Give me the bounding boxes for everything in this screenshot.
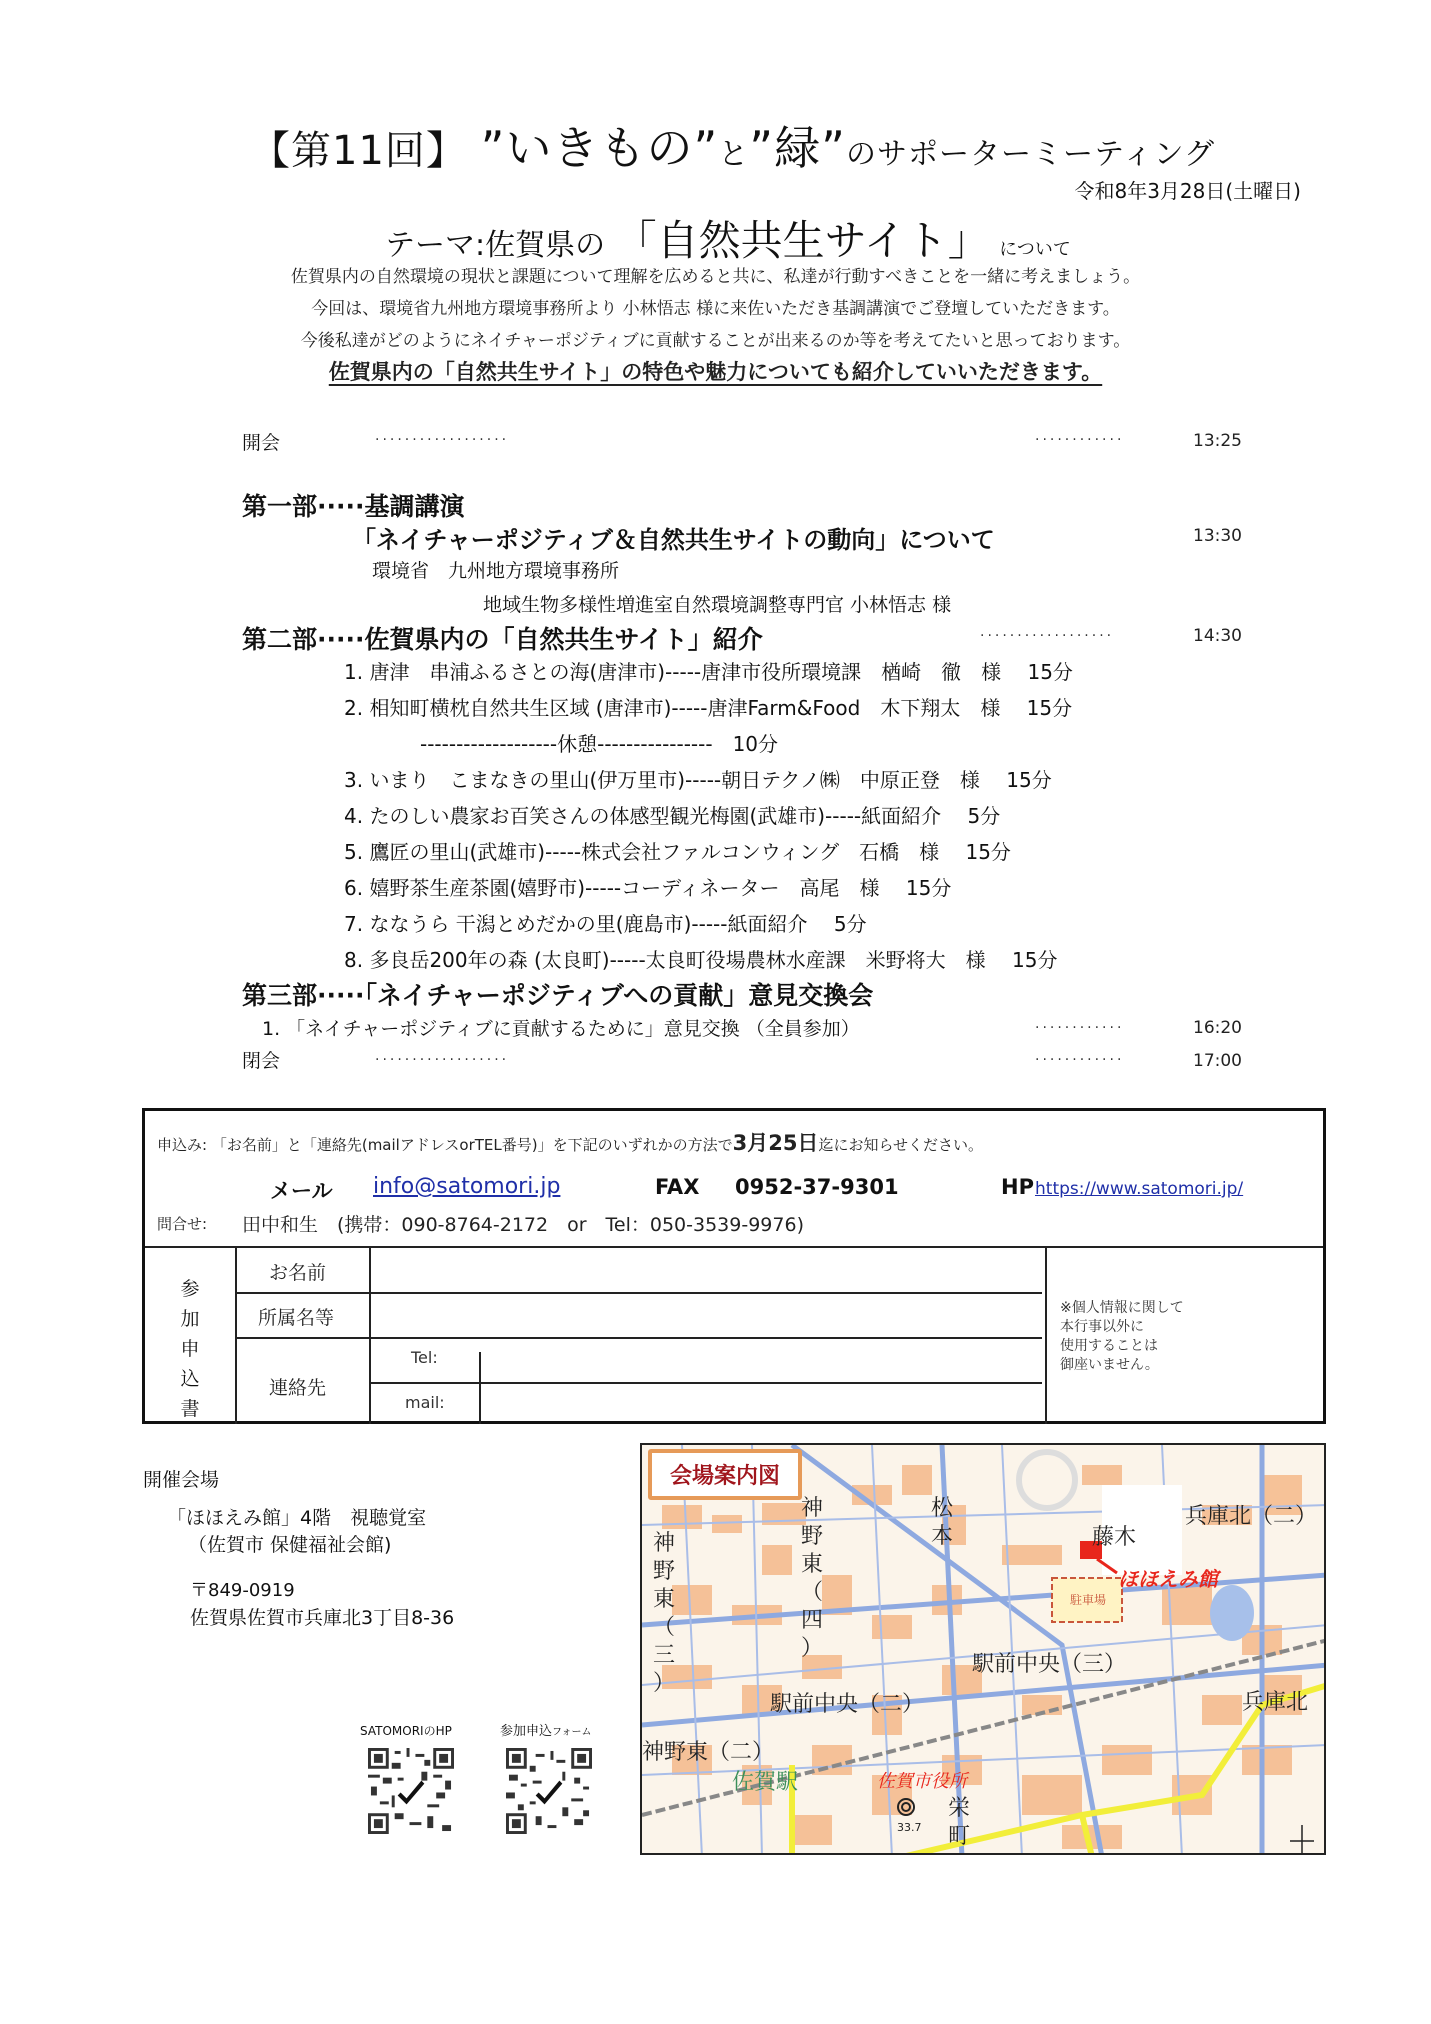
privacy-line: 本行事以外に <box>1060 1319 1144 1335</box>
venue-postal: 〒849-0919 <box>190 1580 295 1601</box>
apply-label: 申込み: <box>157 1136 208 1154</box>
side-char: 加 <box>180 1308 200 1330</box>
title-suffix: のサポーターミーティング <box>845 137 1215 172</box>
site-item-8: 8. 多良岳200年の森 (太良町)-----太良町役場農林水産課 米野将大 様 15分 <box>344 948 1058 972</box>
map-label-kanoto-e2: 神野東（二） <box>642 1740 775 1765</box>
venue-building: （佐賀市 保健福祉会館) <box>188 1534 392 1556</box>
qr-code-hp[interactable] <box>368 1748 454 1834</box>
map-label-ekimae-2: 駅前中央（二） <box>770 1692 925 1717</box>
name-label: お名前 <box>269 1262 327 1284</box>
affiliation-field[interactable] <box>373 1296 1041 1336</box>
map-label-ekimae-3: 駅前中央（三） <box>972 1652 1127 1677</box>
site-item-3: 3. いまり こまなきの里山(伊万里市)-----朝日テクノ㈱ 中原正登 様 15分 <box>344 768 1052 792</box>
theme-suffix: について <box>999 239 1071 260</box>
apply-text: 「お名前」と「連絡先(mailアドレスorTEL番号)」を下記のいずれかの方法で <box>211 1136 733 1154</box>
fax-label: FAX <box>655 1175 700 1199</box>
side-char: 申 <box>180 1338 200 1360</box>
map-label-hyogokita-2: 兵庫北（二） <box>1185 1504 1318 1529</box>
part2-dots: ·················· <box>980 628 1115 644</box>
qr-form-label-small: フォーム <box>552 1727 592 1738</box>
part1-org: 環境省 九州地方環境事務所 <box>372 560 620 582</box>
map-label-elevation: 33.7 <box>897 1821 922 1834</box>
opening-time: 13:25 <box>1193 431 1242 451</box>
map-label-fujiki: 藤木 <box>1092 1525 1137 1550</box>
part1-time: 13:30 <box>1193 526 1242 546</box>
theme-prefix: テーマ:佐賀県の <box>385 228 606 263</box>
site-item-7: 7. ななうら 干潟とめだかの里(鹿島市)-----紙面紹介 5分 <box>344 912 867 936</box>
mail-field-label: mail: <box>405 1393 445 1412</box>
form-side-label <box>173 1274 207 1424</box>
break-item: -------------------休憩---------------- 10分 <box>420 732 779 756</box>
side-char: 込 <box>180 1368 200 1390</box>
map-label-matsumoto: 松 本 <box>930 1496 953 1549</box>
opening-dots-left: ·················· <box>375 432 510 448</box>
qr-form-label <box>500 1720 592 1739</box>
tel-field[interactable] <box>483 1341 1041 1381</box>
part3-heading: 第三部·····「ネイチャーポジティブへの貢献」意見交換会 <box>242 981 874 1010</box>
map-label-city-hall: 佐賀市役所 <box>877 1771 967 1792</box>
hp-label: HP <box>1001 1175 1034 1199</box>
closing-dots-right: ············ <box>1035 1052 1125 1068</box>
venue-name: 「ほほえみ館」4階 視聴覚室 <box>167 1507 427 1529</box>
mail-link[interactable]: info@satomori.jp <box>373 1174 561 1199</box>
inquiry-text: 田中和生 (携帯：090-8764-2172 or Tel：050-3539-9976) <box>242 1214 804 1236</box>
part2-time: 14:30 <box>1193 626 1242 646</box>
privacy-line: 御座いません。 <box>1060 1357 1159 1373</box>
fax-number: 0952-37-9301 <box>735 1175 899 1199</box>
map-pond <box>1210 1585 1254 1641</box>
hp-link[interactable]: https://www.satomori.jp/ <box>1035 1179 1244 1199</box>
part3-item: 1. 「ネイチャーポジティブに貢献するために」意見交換 （全員参加） <box>262 1018 860 1040</box>
intro-line-2: 今回は、環境省九州地方環境事務所より 小林悟志 様に来佐いただき基調講演でご登壇していただきます。 <box>311 299 1120 319</box>
event-theme <box>385 208 1071 268</box>
map-label-saga-station: 佐賀駅 <box>732 1770 799 1795</box>
venue-heading: 開催会場 <box>143 1469 220 1491</box>
qr-form-label-main: 参加申込 <box>500 1724 553 1739</box>
inquiry-label: 問合せ: <box>157 1215 208 1233</box>
contact-label: 連絡先 <box>269 1377 327 1399</box>
side-char: 書 <box>180 1398 200 1420</box>
theme-main: 「自然共生サイト」 <box>614 216 990 265</box>
venue-map[interactable] <box>640 1443 1326 1855</box>
tel-label: Tel: <box>411 1348 438 1367</box>
opening-dots-right: ············ <box>1035 432 1125 448</box>
intro-highlight: 佐賀県内の「自然共生サイト」の特色や魅力についても紹介していいただきます。 <box>328 360 1103 384</box>
map-label-hohoemi: ほほえみ館 <box>1118 1567 1218 1591</box>
mail-field[interactable] <box>483 1386 1041 1424</box>
side-char: 参 <box>180 1278 200 1300</box>
privacy-line: ※個人情報に関して <box>1060 1300 1184 1316</box>
name-field[interactable] <box>373 1250 1041 1290</box>
site-item-4: 4. たのしい農家お百笑さんの体感型観光梅園(武雄市)-----紙面紹介 5分 <box>344 804 1001 828</box>
site-item-1: 1. 唐津 串浦ふるさとの海(唐津市)-----唐津市役所環境課 楢崎 徹 様 15分 <box>344 660 1073 684</box>
privacy-note <box>1060 1299 1184 1375</box>
apply-deadline: 3月25日 <box>732 1131 819 1155</box>
intro-line-1: 佐賀県内の自然環境の現状と課題について理解を広めると共に、私達が行動すべきことを一緒に考えましょう。 <box>290 267 1141 287</box>
part2-heading: 第二部·····佐賀県内の「自然共生サイト」紹介 <box>242 625 763 654</box>
opening-label: 開会 <box>242 432 281 454</box>
part3-dots: ············ <box>1035 1020 1125 1036</box>
apply-text-post: 迄にお知らせください。 <box>818 1136 983 1154</box>
event-title <box>250 112 1215 178</box>
venue-address: 佐賀県佐賀市兵庫北3丁目8-36 <box>190 1607 455 1629</box>
privacy-line: 使用することは <box>1060 1338 1158 1354</box>
title-word-ikimono: ”いきもの” <box>480 121 719 175</box>
map-label-hyogokita: 兵庫北 <box>1242 1690 1309 1715</box>
map-label-kanoto-e3: 神 野 東 （ 三 ） <box>652 1531 675 1696</box>
title-prefix: 【第11回】 <box>250 128 467 174</box>
event-date: 令和8年3月28日(土曜日) <box>1074 179 1301 203</box>
site-item-5: 5. 鷹匠の里山(武雄市)-----株式会社ファルコンウィング 石橋 様 15分 <box>344 840 1011 864</box>
apply-instructions <box>157 1127 983 1157</box>
closing-time: 17:00 <box>1193 1051 1242 1071</box>
map-label-kanoto-e4: 神 野 東 （ 四 ） <box>800 1496 823 1661</box>
title-word-midori: ”緑” <box>749 121 846 175</box>
map-label-parking: 駐車場 <box>1070 1593 1107 1607</box>
site-item-2: 2. 相知町横枕自然共生区域 (唐津市)-----唐津Farm&Food 木下翔太 様 15分 <box>344 696 1073 720</box>
mail-label: メール <box>270 1179 333 1203</box>
qr-hp-label: SATOMORIのHP <box>360 1724 452 1738</box>
map-title: 会場案内図 <box>648 1449 802 1500</box>
part3-time: 16:20 <box>1193 1018 1242 1038</box>
closing-dots-left: ·················· <box>375 1052 510 1068</box>
part1-heading: 第一部·····基調講演 <box>242 492 465 521</box>
intro-line-3: 今後私達がどのようにネイチャーポジティブに貢献することが出来るのか等を考えてたいと思っております。 <box>300 331 1131 351</box>
qr-code-form[interactable] <box>506 1748 592 1834</box>
part1-speaker: 地域生物多様性増進室自然環境調整専門官 小林悟志 様 <box>483 594 952 616</box>
closing-label: 閉会 <box>242 1050 281 1072</box>
part1-lecture-title: 「ネイチャーポジティブ＆自然共生サイトの動向」について <box>352 526 995 554</box>
affiliation-label: 所属名等 <box>258 1307 335 1329</box>
application-form <box>142 1108 1326 1424</box>
site-item-6: 6. 嬉野茶生産茶園(嬉野市)-----コーディネーター 高尾 様 15分 <box>344 876 952 900</box>
title-to: と <box>718 137 750 172</box>
map-label-sakaemachi: 栄 町 <box>947 1796 970 1849</box>
